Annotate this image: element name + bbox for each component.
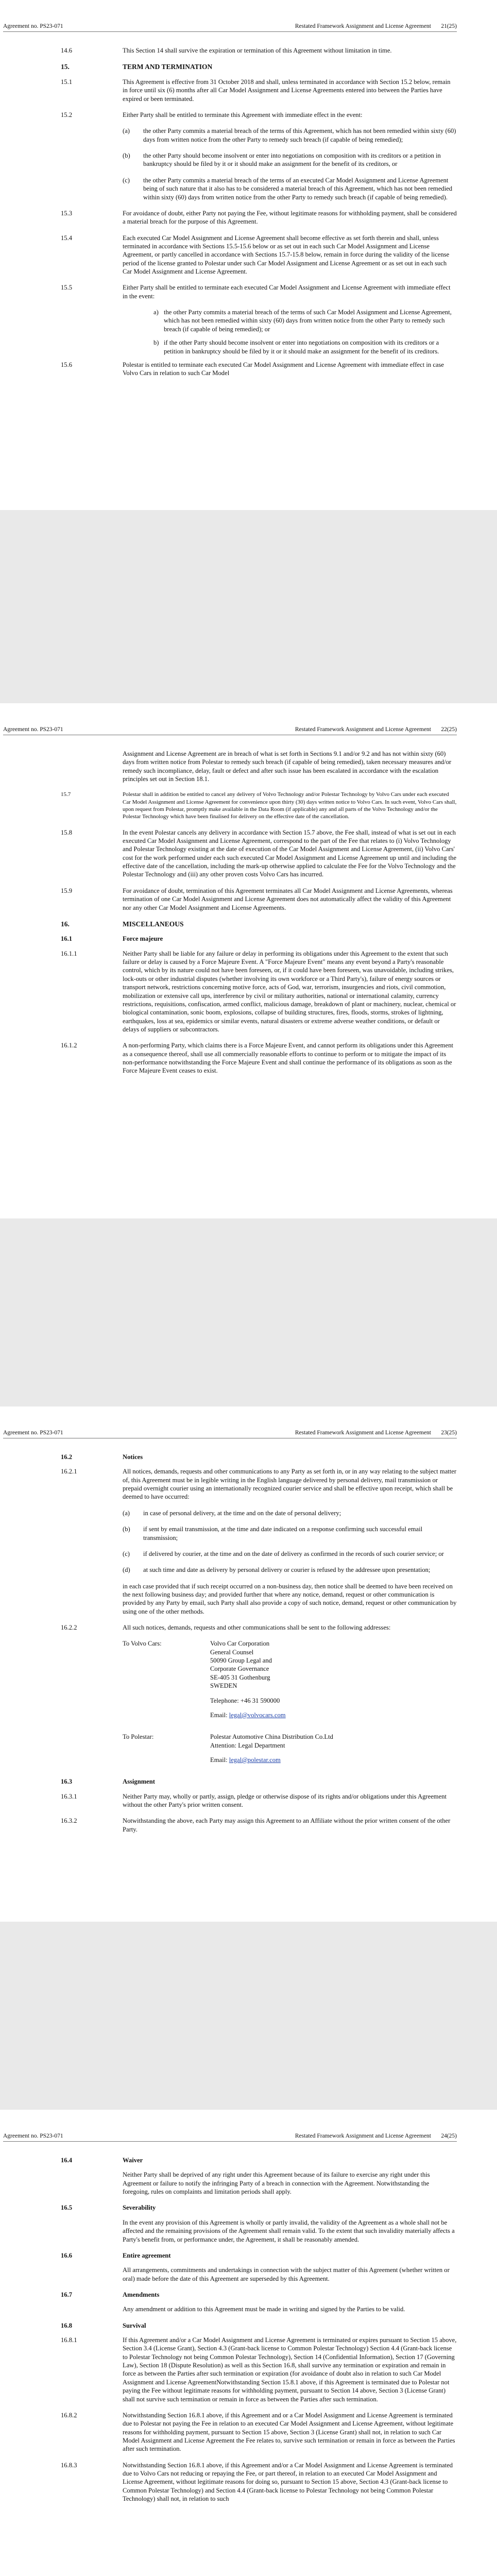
clause-text: This Section 14 shall survive the expiration or termination of this Agreement without limitation in time.	[123, 47, 392, 54]
clause-number: 16.8.1	[61, 2336, 77, 2344]
clause-text: Polestar is entitled to terminate each executed Car Model Assignment and License Agreement with immediate effect in case Volvo Cars in relation to such Car Model	[123, 361, 444, 377]
clause	[61, 791, 457, 820]
clause-text: the other Party commits a material breach of the terms of this Agreement, which has not been remedied within sixty (60) days from written notice from the other Party to remedy such breach (if capable of being remedied);	[143, 127, 456, 143]
clause	[61, 950, 457, 1034]
clause-text: Notwithstanding the above, each Party may assign this Agreement to an Affiliate without the prior written consent of the other Party.	[123, 1817, 451, 1833]
clause-text: In the event any provision of this Agreement is wholly or partly invalid, the validity of the Agreement as a whole shall not be affected and the remaining provisions of the Agreement shall remain valid. To the extent that such invalidity materially affects a Party's benefit from, or performance under, the Agreement, it shall be reasonably amended.	[123, 2218, 455, 2243]
page-header	[3, 1429, 457, 1439]
clause-text: All arrangements, commitments and undertakings in connection with the subject matter of this Agreement (whether written or oral) made before the date of this Agreement are superseded by this Agreement.	[123, 2266, 450, 2282]
clause-number: 15.	[61, 63, 70, 71]
clause-text: if sent by email transmission, at the time and date indicated on a response confirming such successful email transmission;	[143, 1526, 423, 1541]
clause-number: 15.6	[61, 361, 73, 368]
page-header	[3, 726, 457, 736]
page-body	[61, 750, 457, 1075]
page-header	[3, 23, 457, 33]
clause-number: 16.3	[61, 1778, 73, 1786]
section-heading	[61, 2291, 457, 2299]
agreement-title: Restated Framework Assignment and License Agreement	[295, 1430, 431, 1436]
clause-number: 15.5	[61, 284, 73, 292]
clause-text: If this Agreement and/or a Car Model Assignment and License Agreement is terminated or expires pursuant to Section 15 above, Section 3.4 (License Grant), Section 4.3 (Grant-back license to Common Polestar Technology) Section 4.4 (Grant-back license to Polestar Technology not being Common Polestar Technology), Section 14 (Confidential Information), Section 17 (Governing Law), Section 18 (Dispute Resolution) as well as this Section 16.8, shall survive any termination or expiration and remain in force as between the Parties after such termination or expiration (for avoidance of doubt also in relation to such Car Model Assignment and License AgreementNotwithstanding Section 15.8.1 above, if this Agreement is terminated due to Polestar not paying the Fee without legitimate reasons for withholding payment, pursuant to Section 14 above, Section 3 (License Grant) shall not survive such termination or remain in force as between the Parties after such termination.	[123, 2336, 457, 2403]
heading-text: Notices	[123, 1453, 143, 1461]
heading-text: Entire agreement	[123, 2251, 171, 2259]
document-page	[0, 2110, 497, 2576]
page-header	[3, 2132, 457, 2143]
clause-number: 16.1.1	[61, 950, 77, 957]
clause-number: b)	[153, 339, 159, 347]
address-email-row	[210, 1756, 457, 1764]
clause-number: 15.1	[61, 78, 73, 86]
address-label: To Polestar:	[123, 1733, 154, 1741]
clause-text: Notwithstanding Section 16.8.1 above, if this Agreement and or a Car Model Assignment and License Agreement is terminated due to Polestar not paying the Fee in relation to an executed Car Model Assignment and License Agreement, without legitimate reasons for withholding payment, pursuant to Section 15 above, Section 3 (License Grant) shall not, in relation to such Car Model Assignment and License Agreement the Fee relates to, survive such termination or remain in force as between the Parties after such termination.	[123, 2411, 455, 2453]
clause-number: 16.3.2	[61, 1817, 77, 1825]
clause-text: Polestar shall in addition be entitled to cancel any delivery of Volvo Technology and/or Polestar Technology by Volvo Cars under each executed Car Model Assignment and License Agreement for convenience upon thirty (30) days written notice to Volvo Cars. In such event, Volvo Cars shall, upon request from Polestar, promptly make available in the Data Room (if applicable) any and all parts of the Volvo Technology and/or the Polestar Technology which have been finalised for delivery on the effective date of the cancellation.	[123, 791, 457, 820]
agreement-ref: Agreement no. PS23-071	[3, 23, 63, 29]
clause-text: Neither Party shall be liable for any failure or delay in performing its obligations under this Agreement to the extent that such failure or delay is caused by a Force Majeure Event. A "Force Majeure Event" means any event beyond a Party's reasonable control, which by its nature could not have been foreseen, or, if it could have been foreseen, was unavoidable, including strikes, lock-outs or other industrial disputes (whether involving its own workforce or a Third Party's), failure of energy sources or transport network, restrictions concerning motive force, acts of God, war, terrorism, insurgencies and riots, civil commotion, mobilization or extensive call ups, interference by civil or military authorities, national or international calamity, currency restrictions, requisitions, confiscation, armed conflict, malicious damage, breakdown of plant or machinery, nuclear, chemical or biological contamination, sonic boom, explosions, collapse of building structures, fires, floods, storms, strokes of lightning, earthquakes, loss at sea, epidemics or similar events, natural disasters or extreme adverse weather conditions, or default or delays of suppliers or subcontractors.	[123, 950, 456, 1033]
clause-number: 15.9	[61, 887, 73, 894]
clause-number: 16.	[61, 920, 70, 928]
clause-text: if the other Party should become insolvent or enter into negotiations on composition with its creditors or a petition in bankruptcy should be filed by it or it should make an assignment for the benefit of its creditors.	[164, 339, 439, 355]
heading-text: TERM AND TERMINATION	[123, 63, 213, 71]
sub-clause	[61, 338, 457, 355]
clause-text: if delivered by courier, at the time and on the date of delivery as confirmed in the records of such courier service; or	[143, 1550, 444, 1557]
clause	[61, 1817, 457, 1834]
page-body	[61, 2156, 457, 2503]
address-line: 50090 Group Legal and	[210, 1657, 272, 1665]
email-label: Email:	[210, 1711, 229, 1719]
document-page	[0, 703, 497, 1218]
clause	[61, 2266, 457, 2283]
section-heading	[61, 920, 457, 929]
clause-text: Any amendment or addition to this Agreement must be made in writing and signed by the Parties to be valid.	[123, 2306, 405, 2313]
agreement-ref: Agreement no. PS23-071	[3, 2133, 63, 2139]
clause-number: 15.3	[61, 209, 73, 217]
clause-text: Notwithstanding Section 16.8.1 above, if this Agreement and/or a Car Model Assignment and License Agreement is terminated due to Volvo Cars not reducing or repaying the Fee, or part thereof, in relation to an executed Car Model Assignment and License Agreement, without legitimate reasons for doing so, pursuant to Section 15 above, Section 4.3 (Grant-back license to Common Polestar Technology) and Section 4.4 (Grant-back license to Polestar Technology not being Common Polestar Technology) shall not, in relation to such	[123, 2461, 453, 2503]
sub-clause	[61, 1525, 457, 1542]
document-page	[0, 0, 497, 510]
clause	[61, 209, 457, 226]
clause-text: Assignment and License Agreement are in breach of what is set forth in Sections 9.1 and/or 9.2 and has not within sixty (60) days from written notice from Polestar to remedy such breach (if capable of being remedied), taken necessary measures and/or remedy such incompliance, delay, fault or defect and after such issue has been escalated in accordance with the escalation principles set out in Section 18.1.	[123, 750, 452, 783]
clause-number: 16.2.1	[61, 1468, 77, 1476]
address-line: SWEDEN	[210, 1682, 237, 1690]
clause-number: 14.6	[61, 47, 73, 54]
address-line: General Counsel	[210, 1648, 254, 1656]
address-volvo	[61, 1639, 457, 1719]
clause-number: (c)	[123, 1550, 130, 1557]
heading-text: Amendments	[123, 2291, 160, 2298]
page-number: 22(25)	[441, 726, 457, 733]
clause-text: This Agreement is effective from 31 October 2018 and shall, unless terminated in accordance with Section 15.2 below, remain in force until six (6) months after all Car Model Assignment and License Agreements entered into between the Parties have expired or been terminated.	[123, 78, 451, 103]
page-body	[61, 1453, 457, 1632]
agreement-ref: Agreement no. PS23-071	[3, 1430, 63, 1436]
clause	[61, 1467, 457, 1501]
clause-text: All such notices, demands, requests and other communications shall be sent to the following addresses:	[123, 1624, 391, 1632]
sub-clause	[61, 1509, 457, 1517]
clause	[61, 1041, 457, 1075]
clause-text: Either Party shall be entitled to terminate each executed Car Model Assignment and License Agreement with immediate effect in the event:	[123, 284, 451, 300]
address-line: Volvo Car Corporation	[210, 1640, 270, 1648]
clause-number: (a)	[123, 127, 130, 135]
clause-text: In the event Polestar cancels any delivery in accordance with Section 15.7 above, the Fee shall, instead of what is set out in each executed Car Model Assignment and License Agreement, correspond to the part of the Fee that relates to (i) Volvo Technology and Polestar Technology existing at the date of execution of the Car Model Assignment and License Agreement, (ii) Volvo Cars' cost for the work performed under each such executed Car Model Assignment and License Agreement up until and including the effective date of the cancellation, including the mark-up otherwise applied to calculate the Fee for the Volvo Technology and the Polestar Technology and (iii) any other proven costs Volvo Cars has incurred.	[123, 828, 457, 878]
clause-text: in each case provided that if such receipt occurred on a non-business day, then notice shall be deemed to have been received on the next following business day; and provided further that where any notice, demand, request or other communication is provided by any Party by email, such Party shall also provide a copy of such notice, demand, request or other communication by using one of the other methods.	[123, 1582, 457, 1615]
clause-text: For avoidance of doubt, termination of this Agreement terminates all Car Model Assignment and License Agreements, whereas termination of one Car Model Assignment and License Agreement does not automatically affect the validity of this Agreement nor any other Car Model Assignment and License Agreements.	[123, 887, 453, 911]
clause-number: a)	[153, 309, 159, 316]
agreement-title: Restated Framework Assignment and License Agreement	[295, 2133, 431, 2139]
clause-number: 16.1.2	[61, 1042, 77, 1049]
clause	[61, 750, 457, 783]
clause-text: Either Party shall be entitled to terminate this Agreement with immediate effect in the event:	[123, 111, 363, 118]
email-link-volvo[interactable]: legal@volvocars.com	[229, 1711, 286, 1719]
clause-number: 16.3.1	[61, 1792, 77, 1800]
clause-number: 16.6	[61, 2251, 73, 2259]
heading-text: Waiver	[123, 2157, 143, 2164]
heading-text: Severability	[123, 2204, 156, 2212]
clause-number: 15.8	[61, 828, 73, 836]
clause	[61, 1623, 457, 1632]
heading-text: MISCELLANEOUS	[123, 920, 184, 928]
sub-clause	[61, 1550, 457, 1558]
clause	[61, 78, 457, 103]
address-phone: Telephone: +46 31 590000	[210, 1697, 280, 1704]
clause-number: (c)	[123, 176, 130, 184]
page-number: 23(25)	[441, 1430, 457, 1436]
sub-clause	[61, 176, 457, 201]
section-heading	[61, 62, 457, 72]
clause-number: 15.7	[61, 791, 71, 798]
sub-clause	[61, 1566, 457, 1574]
clause-number: 16.8	[61, 2321, 73, 2329]
clause	[61, 361, 457, 378]
clause	[61, 234, 457, 276]
clause-number: 16.5	[61, 2204, 73, 2212]
heading-text: Assignment	[123, 1778, 155, 1786]
header-divider	[3, 31, 457, 32]
clause	[61, 828, 457, 879]
clause-number: (d)	[123, 1566, 130, 1574]
section-heading	[61, 1453, 457, 1461]
section-heading	[61, 1777, 457, 1786]
clause-text: in case of personal delivery, at the time and on the date of personal delivery;	[143, 1509, 341, 1517]
page-number: 24(25)	[441, 2133, 457, 2139]
clause-text: Neither Party shall be deprived of any right under this Agreement because of its failure to exercise any right under this Agreement or failure to notify the infringing Party of a breach in connection with the Agreement. Notwithstanding the foregoing, rules on complaints and limitation periods shall apply.	[123, 2171, 430, 2196]
agreement-title: Restated Framework Assignment and License Agreement	[295, 23, 431, 29]
address-line: SE-405 31 Gothenburg	[210, 1673, 270, 1681]
clause	[61, 2336, 457, 2403]
agreement-title: Restated Framework Assignment and License Agreement	[295, 726, 431, 733]
clause-number: 16.8.3	[61, 2461, 77, 2469]
sub-clause	[61, 127, 457, 144]
clause-text: at such time and date as delivery by personal delivery or courier is refused by the addressee upon presentation;	[143, 1566, 431, 1574]
heading-text: Survival	[123, 2321, 146, 2329]
clause	[61, 111, 457, 119]
address-line: Polestar Automotive China Distribution Co.Ltd	[210, 1733, 333, 1741]
clause-number: 16.4	[61, 2157, 73, 2164]
clause-number: (a)	[123, 1509, 130, 1517]
sub-clause	[61, 151, 457, 168]
clause-text: the other Party should become insolvent or enter into negotiations on composition with its creditors or a petition in bankruptcy should be filed by it or it should make an assignment for the benefit of its creditors, or	[143, 152, 441, 168]
address-email-row	[210, 1711, 457, 1719]
clause-text: Neither Party may, wholly or partly, assign, pledge or otherwise dispose of its rights and/or obligations under this Agreement without the other Party's prior written consent.	[123, 1792, 447, 1809]
clause-number: 16.2	[61, 1453, 73, 1461]
clause-number: (b)	[123, 1526, 130, 1533]
clause	[61, 2461, 457, 2503]
sub-clause	[61, 308, 457, 333]
clause-number: 15.4	[61, 234, 73, 242]
clause	[61, 2411, 457, 2453]
document-page	[0, 1406, 497, 1922]
email-label: Email:	[210, 1756, 229, 1764]
clause-text: the other Party commits a material breach of the terms of such Car Model Assignment and License Agreement, which has not been remedied within sixty (60) days from written notice from the other Party to remedy such breach (if capable of being remedied); or	[164, 309, 452, 333]
heading-text: Force majeure	[123, 935, 163, 943]
address-polestar	[61, 1733, 457, 1764]
address-line: Attention: Legal Department	[210, 1741, 285, 1749]
clause-number: 15.2	[61, 111, 73, 118]
clause	[61, 1792, 457, 1809]
section-heading	[61, 2251, 457, 2260]
section-heading	[61, 935, 457, 943]
section-heading	[61, 2321, 457, 2330]
address-line: Corporate Governance	[210, 1665, 269, 1673]
clause-number: 16.7	[61, 2291, 73, 2298]
clause	[61, 2171, 457, 2196]
page-body	[61, 46, 457, 378]
agreement-ref: Agreement no. PS23-071	[3, 726, 63, 733]
clause-text: A non-performing Party, which claims there is a Force Majeure Event, and cannot perform its obligations under this Agreement as a consequence thereof, shall use all commercially reasonable efforts to continue to perform or to mitigate the impact of its non-performance notwithstanding the Force Majeure Event and shall continue the performance of its obligations as soon as the Force Majeure Event ceases to exist.	[123, 1042, 453, 1075]
clause-text: All notices, demands, requests and other communications to any Party as set forth in, or in any way relating to the subject matter of, this Agreement must be in legible writing in the English language delivered by personal delivery, mail transmission or prepaid overnight courier using an internationally recognized courier service and shall be effective upon receipt, which shall be deemed to have occurred:	[123, 1468, 457, 1501]
clause-text: the other Party commits a material breach of the terms of an executed Car Model Assignment and License Agreement being of such nature that it also has to be considered a material breach of this Agreement, which has not been remedied within sixty (60) days from written notice from the other Party to remedy such breach (if capable of being remedied).	[143, 176, 453, 201]
address-label: To Volvo Cars:	[123, 1640, 162, 1648]
clause-number: 16.1	[61, 935, 73, 943]
clause	[61, 46, 457, 55]
clause	[61, 283, 457, 300]
clause-number: 16.8.2	[61, 2411, 77, 2419]
page-body-continued	[61, 1777, 457, 1834]
page-number: 21(25)	[441, 23, 457, 29]
clause	[61, 887, 457, 912]
clause-number: (b)	[123, 152, 130, 160]
clause-text: Each executed Car Model Assignment and License Agreement shall become effective as set forth therein and shall, unless terminated in accordance with Sections 15.5-15.6 below or as set out in each such Car Model Assignment and License Agreement, or partly cancelled in accordance with Sections 15.7-15.8 below, remain in force during the validity of the license period of the license granted to Polestar under such Car Model Assignment and License Agreement or as set out in each such Car Model Assignment and License Agreement.	[123, 234, 450, 276]
header-divider	[3, 2141, 457, 2142]
section-heading	[61, 2156, 457, 2164]
clause-text: For avoidance of doubt, either Party not paying the Fee, without legitimate reasons for withholding payment, shall be considered a material breach for the purpose of this Agreement.	[123, 209, 457, 226]
clause	[61, 1582, 457, 1616]
section-heading	[61, 2204, 457, 2212]
email-link-polestar[interactable]: legal@polestar.com	[229, 1756, 281, 1764]
clause-number: 16.2.2	[61, 1624, 77, 1632]
clause	[61, 2218, 457, 2244]
clause	[61, 2305, 457, 2313]
